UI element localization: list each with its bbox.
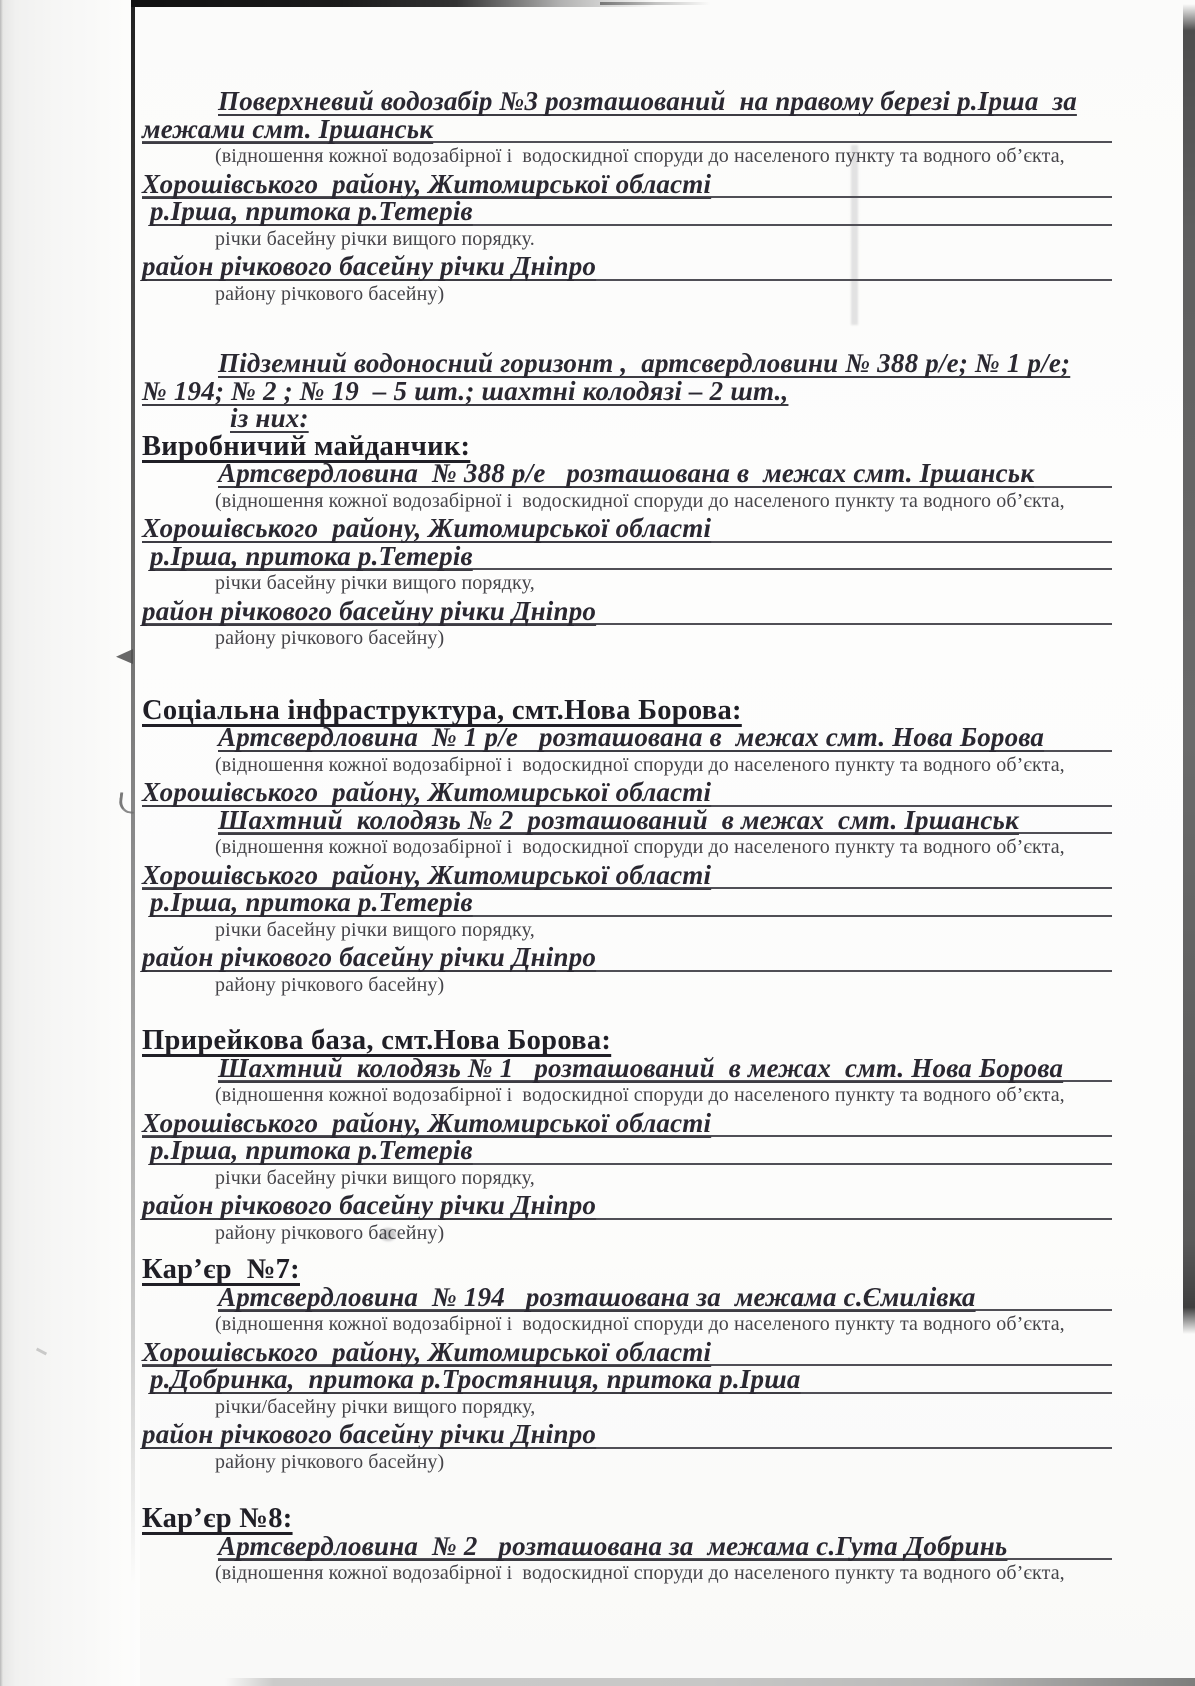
caption-text: річки басейну річки вищого порядку. [215,227,535,250]
field-value [150,540,1112,571]
field-caption [215,1165,1112,1193]
caption-text: (відношення кожної водозабірної і водоскидної споруди до населеного пункту та водного об’єкта, [215,1562,1065,1584]
caption-text: району річкового басейну) [215,1221,445,1244]
field-caption [215,1560,1112,1588]
section-social-infrastructure [142,694,1112,1000]
section-heading [142,694,1112,726]
section-railside-base [142,1027,1112,1247]
field-caption [215,1394,1112,1422]
section-quarry-8 [142,1505,1112,1588]
field-value [142,779,1112,807]
value-text: Хорошівського району, Житомирської області [142,513,712,543]
field-caption [215,570,1112,598]
caption-text: річки басейну річки вищого порядку, [215,572,535,594]
caption-text: (відношення кожної водозабірної і водоскидної споруди до населеного пункту та водного об’єкта, [215,836,1065,858]
value-text: Шахтний колодязь № 2 розташований в межах смт. Іршанськ [218,804,1019,835]
field-value [150,889,1112,917]
field-value [218,1530,1112,1561]
value-text: район річкового басейну річки Дніпро [142,1419,597,1449]
heading-text: Соціальна інфраструктура, смт.Нова Борова: [142,694,742,726]
field-caption [215,972,1112,1000]
heading-text: Виробничий майданчик: [142,430,471,462]
value-text: Артсвердловина № 194 розташована за межама с.Ємилівка [218,1281,976,1312]
field-value [142,1421,1112,1449]
value-text: р.Добринка, притока р.Тростяниця, притока р.Ірша [150,1364,801,1394]
field-value [218,1281,1112,1312]
value-text: Хорошівського району, Житомирської області [142,777,712,807]
value-text: Артсвердловина № 1 р/е розташована в межах смт. Нова Борова [218,722,1045,752]
field-value [142,1192,1112,1220]
caption-text: річки/басейну річки вищого порядку, [215,1395,536,1418]
section-heading [142,1256,1112,1284]
value-text: р.Ірша, притока р.Тетерів [150,887,473,917]
caption-text: району річкового басейну) [215,973,445,996]
caption-text: (відношення кожної водозабірної і водоскидної споруди до населеного пункту та водного об’єкта, [215,1084,1065,1106]
value-text: межами смт. Іршанськ [142,113,434,144]
caption-text: району річкового басейну) [215,1450,445,1473]
field-value [218,460,1112,488]
heading-text: Кар’єр №7: [142,1254,300,1285]
value-text: Артсвердловина № 388 р/е розташована в межах смт. Іршанськ [218,458,1035,488]
field-value [230,405,1112,433]
value-text: Хорошівського району, Житомирської області [142,859,712,890]
field-caption [215,226,1112,254]
value-text: Підземний водоносний горизонт , артсвердловини № 388 р/е; № 1 р/е; [218,348,1071,378]
value-text: р.Ірша, притока р.Тетерів [150,540,473,571]
scan-bottom-edge-shadow [225,1678,1195,1686]
value-text: район річкового басейну річки Дніпро [142,251,597,281]
field-value [142,253,1112,281]
field-value [142,944,1112,972]
field-value [142,595,1112,626]
field-value [218,88,1112,116]
section-heading [142,1505,1112,1533]
section-heading [142,430,1112,462]
field-value [218,350,1112,378]
value-text: Артсвердловина № 2 розташована за межама с.Гута Добринь [218,1530,1008,1561]
field-caption [215,917,1112,945]
caption-text: району річкового басейну) [215,627,445,649]
value-text: Хорошівського району, Житомирської області [142,1107,712,1138]
caption-text: річки басейну річки вищого порядку, [215,918,535,941]
value-text: р.Ірша, притока р.Тетерів [150,1135,473,1165]
field-caption [215,143,1112,171]
caption-text: (відношення кожної водозабірної і водоскидної споруди до населеного пункту та водного об’єкта, [215,753,1065,776]
field-caption [215,1449,1112,1477]
caption-text: (відношення кожної водозабірної і водоскидної споруди до населеного пункту та водного об’єкта, [215,1313,1065,1335]
scan-right-edge-shadow [1183,4,1195,1334]
field-caption [215,752,1112,780]
field-caption [215,488,1112,516]
field-value [142,168,1112,199]
value-text: Шахтний колодязь № 1 розташований в межах смт. Нова Борова [218,1052,1064,1083]
field-value [218,1052,1112,1083]
value-text: № 194; № 2 ; № 19 – 5 шт.; шахтні колодязі – 2 шт., [142,375,789,406]
caption-text: району річкового басейну) [215,282,445,305]
heading-text: Кар’єр №8: [142,1503,293,1534]
caption-text: (відношення кожної водозабірної і водоскидної споруди до населеного пункту та водного об’єкта, [215,489,1065,512]
document-content [142,0,1112,1588]
value-text: район річкового басейну річки Дніпро [142,942,597,972]
field-caption [215,1220,1112,1248]
field-value [142,375,1112,406]
caption-text: (відношення кожної водозабірної і водоскидної споруди до населеного пункту та водного об’єкта, [215,145,1065,167]
field-caption [215,1311,1112,1339]
value-text: Поверхневий водозабір №3 розташований на правому березі р.Ірша за [218,86,1077,116]
field-value [218,724,1112,752]
field-value [142,113,1112,144]
value-text: із них: [230,403,309,433]
section-surface-water-intake [142,88,1112,308]
section-underground-horizon [142,350,1112,653]
field-value [150,198,1112,226]
field-value [150,1366,1112,1394]
field-value [142,515,1112,543]
section-heading [142,1027,1112,1055]
field-value [142,1336,1112,1367]
value-text: Хорошівського району, Житомирської області [142,1336,712,1367]
heading-text: Прирейкова база, смт.Нова Борова: [142,1025,612,1056]
field-caption [215,834,1112,862]
field-value [150,1137,1112,1165]
value-text: р.Ірша, притока р.Тетерів [150,196,473,226]
scan-left-margin [0,0,140,1686]
caption-text: річки басейну річки вищого порядку, [215,1166,535,1189]
value-text: район річкового басейну річки Дніпро [142,1190,597,1220]
section-quarry-7 [142,1256,1112,1476]
field-caption [215,281,1112,309]
field-value [142,1107,1112,1138]
field-value [142,859,1112,890]
field-caption [215,625,1112,653]
value-text: Хорошівського району, Житомирської області [142,168,712,199]
field-value [218,804,1112,835]
field-caption [215,1082,1112,1110]
value-text: район річкового басейну річки Дніпро [142,595,597,626]
